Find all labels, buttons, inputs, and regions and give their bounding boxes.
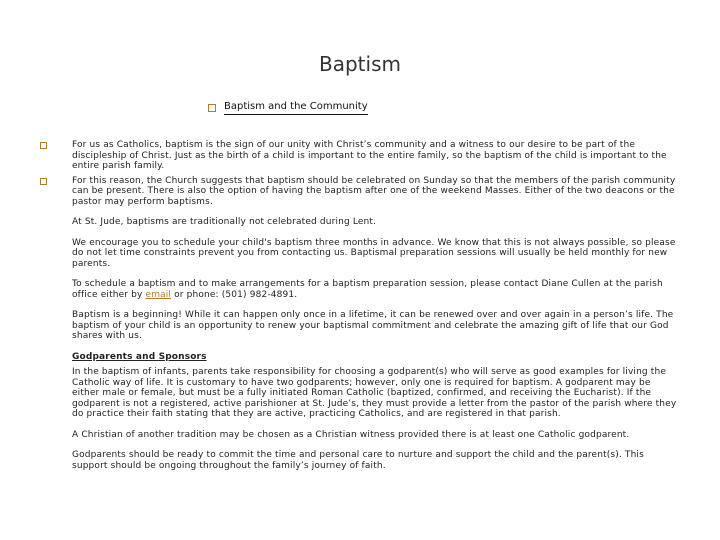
paragraph-contact <box>40 279 680 300</box>
paragraph-godparents: In the baptism of infants, parents take responsibility for choosing a godparent(s) who will serve as good examples for living the Catholic way of life. It is customary to have two godparents; however, only one is required for baptism. A godparent may be either male or female, but must be a fully initiated Roman Catholic (baptized, confirmed, and receiving the Eucharist). If the godparent is not a registered, active parishioner at St. Jude’s, they must provide a letter from the pastor of the parish where they do practice their faith stating that they are active, practicing Catholics, and are registered in that parish. <box>72 367 677 419</box>
contact-text-before: To schedule a baptism and to make arrangements for a baptism preparation session, please contact Diane Cullen at the parish office either by <box>72 279 663 300</box>
paragraph-schedule: We encourage you to schedule your child's baptism three months in advance. We know that this is not always possible, so please do not let time constraints prevent you from contacting us. Baptismal preparation sessions will usually be held monthly for new parents. <box>72 237 676 269</box>
bullet-text: For us as Catholics, baptism is the sign of our unity with Christ’s community and a witness to our desire to be part of the discipleship of Christ. Just as the birth of a child is important to the entire family, so the baptism of the child is important to the entire parish family. <box>72 140 667 171</box>
bullet-text: For this reason, the Church suggests that baptism should be celebrated on Sunday so that the members of the parish community can be present. There is also the option of having the baptism after one of the weekend Masses. Either of the two deacons or the pastor may perform baptisms. <box>72 175 676 207</box>
paragraph-beginning: Baptism is a beginning! While it can happen only once in a lifetime, it can be renewed over and over again in a person’s life. The baptism of your child is an opportunity to renew your baptismal commitment and celebrate the amazing gift of life that our God shares with us. <box>72 310 674 341</box>
paragraph-commit: Godparents should be ready to commit the time and personal care to nurture and support the child and the parent(s). This support should be ongoing throughout the family’s journey of faith. <box>72 450 644 471</box>
godparents-heading: Godparents and Sponsors <box>72 351 207 362</box>
bullet-item <box>40 140 680 172</box>
paragraph-witness: A Christian of another tradition may be chosen as a Christian witness provided there is at least one Catholic godparent. <box>72 429 630 440</box>
email-link[interactable]: email <box>145 289 172 300</box>
bullet-box-icon <box>40 142 47 149</box>
section-heading <box>208 101 368 115</box>
paragraph-lent: At St. Jude, baptisms are traditionally not celebrated during Lent. <box>72 217 377 227</box>
contact-text-after: or phone: (501) 982-4891. <box>171 289 298 300</box>
bullet-box-icon <box>40 178 47 185</box>
bullet-item <box>40 176 680 208</box>
page-title: Baptism <box>319 52 401 76</box>
section-heading-text: Baptism and the Community <box>224 101 368 115</box>
body-content <box>40 140 680 471</box>
bullet-box-icon <box>208 104 216 112</box>
